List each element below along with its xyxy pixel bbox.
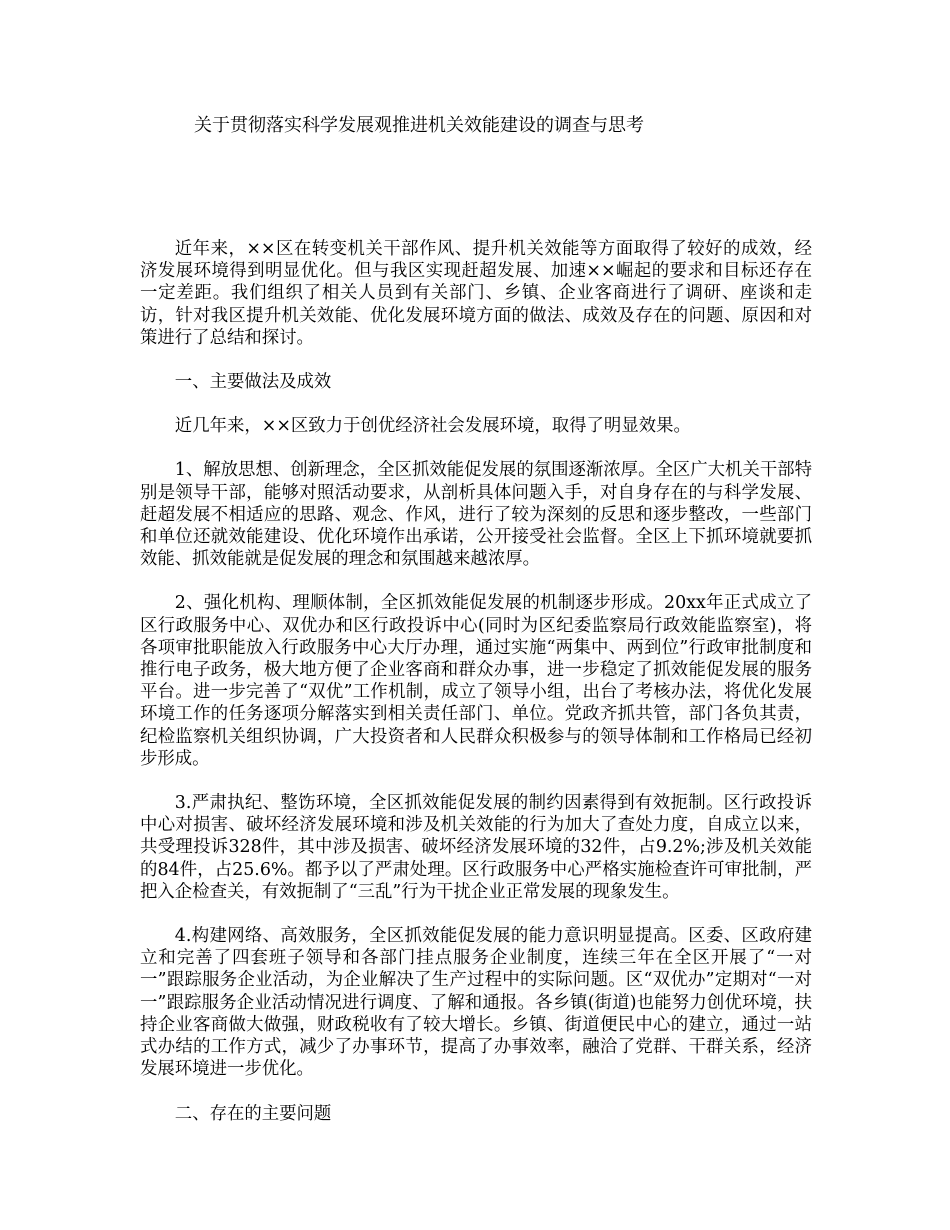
section-heading-1: 一、主要做法及成效 — [174, 372, 332, 393]
paragraph-item-2: 2、强化机构、理顺体制，全区抓效能促发展的机制逐步形成。20xx年正式成立了区行政服务中心、双优办和区行政投诉中心(同时为区纪委监察局行政效能监察室)，将各项审批职能放入行政服务中心大厅办理，通过实施“两集中、两到位”行政审批制度和推行电子政务，极大地方便了企业客商和群众办事，进一步稳定了抓效能促发展的服务平台。进一步完善了“双优”工作机制，成立了领导小组，出台了考核办法，将优化发展环境工作的任务逐项分解落实到相关责任部门、单位。党政齐抓共管，部门各负其责，纪检监察机关组织协调，广大投资者和人民群众积极参与的领导体制和工作格局已经初步形成。 — [140, 593, 812, 769]
document-title: 关于贯彻落实科学发展观推进机关效能建设的调查与思考 — [194, 115, 644, 136]
section-heading-2: 二、存在的主要问题 — [174, 1103, 332, 1124]
paragraph-item-4: 4.构建网络、高效服务，全区抓效能促发展的能力意识明显提高。区委、区政府建立和完善了四套班子领导和各部门挂点服务企业制度，连续三年在全区开展了“一对一”跟踪服务企业活动，为企业解决了生产过程中的实际问题。区“双优办”定期对“一对一”跟踪服务企业活动情况进行调度、了解和通报。各乡镇(街道)也能努力创优环境，扶持企业客商做大做强，财政税收有了较大增长。乡镇、街道便民中心的建立，通过一站式办结的工作方式，减少了办事环节，提高了办事效率，融洽了党群、干群关系，经济发展环境进一步优化。 — [140, 926, 812, 1080]
paragraph-item-3: 3.严肃执纪、整饬环境，全区抓效能促发展的制约因素得到有效扼制。区行政投诉中心对损害、破坏经济发展环境和涉及机关效能的行为加大了查处力度，自成立以来，共受理投诉328件，其中涉及损害、破坏经济发展环境的32件，占9.2%;涉及机关效能的84件，占25.6%。都予以了严肃处理。区行政服务中心严格实施检查许可审批制，严把入企检查关，有效扼制了“三乱”行为干扰企业正常发展的现象发生。 — [140, 793, 812, 902]
paragraph-item-1: 1、解放思想、创新理念，全区抓效能促发展的氛围逐渐浓厚。全区广大机关干部特别是领导干部，能够对照活动要求，从剖析具体问题入手，对自身存在的与科学发展、赶超发展不相适应的思路、观念、作风，进行了较为深刻的反思和逐步整改，一些部门和单位还就效能建设、优化环境作出承诺，公开接受社会监督。全区上下抓环境就要抓效能、抓效能就是促发展的理念和氛围越来越浓厚。 — [140, 460, 812, 570]
paragraph-summary: 近几年来，××区致力于创优经济社会发展环境，取得了明显效果。 — [174, 416, 691, 437]
document-body — [140, 238, 812, 1147]
paragraph-intro: 近年来，××区在转变机关干部作风、提升机关效能等方面取得了较好的成效，经济发展环境得到明显优化。但与我区实现赶超发展、加速××崛起的要求和目标还存在一定差距。我们组织了相关人员到有关部门、乡镇、企业客商进行了调研、座谈和走访，针对我区提升机关效能、优化发展环境方面的做法、成效及存在的问题、原因和对策进行了总结和探讨。 — [140, 239, 812, 348]
